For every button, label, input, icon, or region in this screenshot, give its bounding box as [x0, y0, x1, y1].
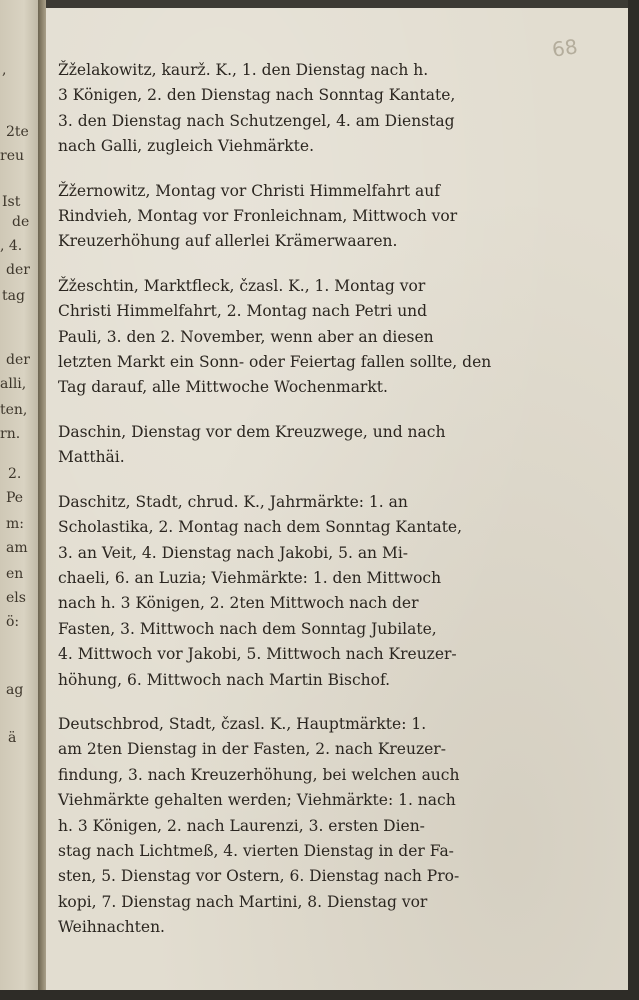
entry-line: Pauli, 3. den 2. November, wenn aber an diesen	[58, 327, 434, 346]
entry-line: Daschitz, Stadt, chrud. K., Jahrmärkte: 1. an	[58, 492, 408, 511]
prev-page-text: ö:	[6, 614, 20, 630]
prev-page-text: ,	[2, 62, 7, 78]
prev-page-text: der	[6, 262, 30, 278]
entry-line: Deutschbrod, Stadt, čzasl. K., Hauptmärkte: 1.	[58, 714, 427, 733]
prev-page-text: ä	[8, 730, 17, 746]
prev-page-text: m:	[6, 516, 24, 532]
entry-line: Daschin, Dienstag vor dem Kreuzwege, und nach	[58, 422, 446, 441]
entry-zernowitz	[58, 179, 586, 255]
prev-page-text: am	[6, 540, 28, 556]
prev-page-text: rn.	[0, 426, 21, 442]
prev-page-text: de	[12, 214, 30, 230]
entry-line: höhung, 6. Mittwoch nach Martin Bischof.	[58, 670, 391, 689]
prev-page-text: 2.	[8, 466, 22, 482]
entry-line: Viehmärkte gehalten werden; Viehmärkte: 1. nach	[58, 791, 456, 810]
entry-line: Rindvieh, Montag vor Fronleichnam, Mittwoch vor	[58, 207, 458, 226]
entry-line: h. 3 Königen, 2. nach Laurenzi, 3. ersten Dien-	[58, 816, 425, 835]
prev-page-text: Pe	[6, 490, 24, 506]
entry-line: Matthäi.	[58, 448, 125, 467]
book-gutter	[38, 0, 46, 1000]
entry-line: nach h. 3 Königen, 2. 2ten Mittwoch nach der	[58, 594, 419, 613]
page-shadow-right	[628, 0, 639, 1000]
prev-page-text: alli,	[0, 376, 27, 392]
prev-page-text: der	[6, 352, 30, 368]
entry-line: Fasten, 3. Mittwoch nach dem Sonntag Jubilate,	[58, 619, 437, 638]
entry-line: letzten Markt ein Sonn- oder Feiertag fallen sollte, den	[58, 353, 492, 372]
entry-line: chaeli, 6. an Luzia; Viehmärkte: 1. den Mittwoch	[58, 568, 442, 587]
entry-line: 3. den Dienstag nach Schutzengel, 4. am Dienstag	[58, 111, 455, 130]
entry-line: 4. Mittwoch vor Jakobi, 5. Mittwoch nach Kreuzer-	[58, 645, 457, 664]
entry-line: kopi, 7. Dienstag nach Martini, 8. Dienstag vor	[58, 892, 428, 911]
entry-zeschtin	[58, 274, 586, 401]
entry-line: Žžeschtin, Marktfleck, čzasl. K., 1. Montag vor	[58, 276, 426, 295]
entry-line: 3 Königen, 2. den Dienstag nach Sonntag Kantate,	[58, 86, 456, 105]
page-shadow-bottom	[0, 990, 639, 1000]
entry-line: Scholastika, 2. Montag nach dem Sonntag Kantate,	[58, 518, 463, 537]
prev-page-text: ag	[6, 682, 24, 698]
entry-line: Žžernowitz, Montag vor Christi Himmelfahrt auf	[58, 181, 440, 200]
entry-line: 3. an Veit, 4. Dienstag nach Jakobi, 5. an Mi-	[58, 543, 409, 562]
entry-daschitz	[58, 490, 586, 693]
page-number-pencil-note: 68	[550, 34, 579, 62]
entry-line: Christi Himmelfahrt, 2. Montag nach Petri und	[58, 302, 428, 321]
prev-page-text: reu	[0, 148, 24, 164]
entry-line: stag nach Lichtmeß, 4. vierten Dienstag in der Fa-	[58, 841, 454, 860]
entry-zelakowitz	[58, 58, 586, 160]
prev-page-text: tag	[2, 288, 25, 304]
entry-line: Tag darauf, alle Mittwoche Wochenmarkt.	[58, 378, 388, 397]
entry-line: am 2ten Dienstag in der Fasten, 2. nach Kreuzer-	[58, 740, 446, 759]
prev-page-text: , 4.	[0, 238, 23, 254]
prev-page-text: ten,	[0, 402, 28, 418]
previous-page-fragment	[0, 0, 40, 1000]
prev-page-text: Ist	[2, 194, 21, 210]
prev-page-text: en	[6, 566, 24, 582]
entry-line: Kreuzerhöhung auf allerlei Krämerwaaren.	[58, 232, 398, 251]
entry-line: sten, 5. Dienstag vor Ostern, 6. Dienstag nach Pro-	[58, 867, 460, 886]
entry-line: findung, 3. nach Kreuzerhöhung, bei welchen auch	[58, 765, 460, 784]
prev-page-text: els	[6, 590, 26, 606]
entry-line: Žželakowitz, kaurž. K., 1. den Dienstag nach h.	[58, 61, 429, 79]
entry-line: nach Galli, zugleich Viehmärkte.	[58, 137, 315, 156]
entry-daschin	[58, 420, 586, 471]
entry-line: Weihnachten.	[58, 918, 165, 937]
prev-page-text: 2te	[6, 124, 29, 140]
entry-deutschbrod	[58, 712, 586, 941]
market-entries	[58, 58, 586, 960]
